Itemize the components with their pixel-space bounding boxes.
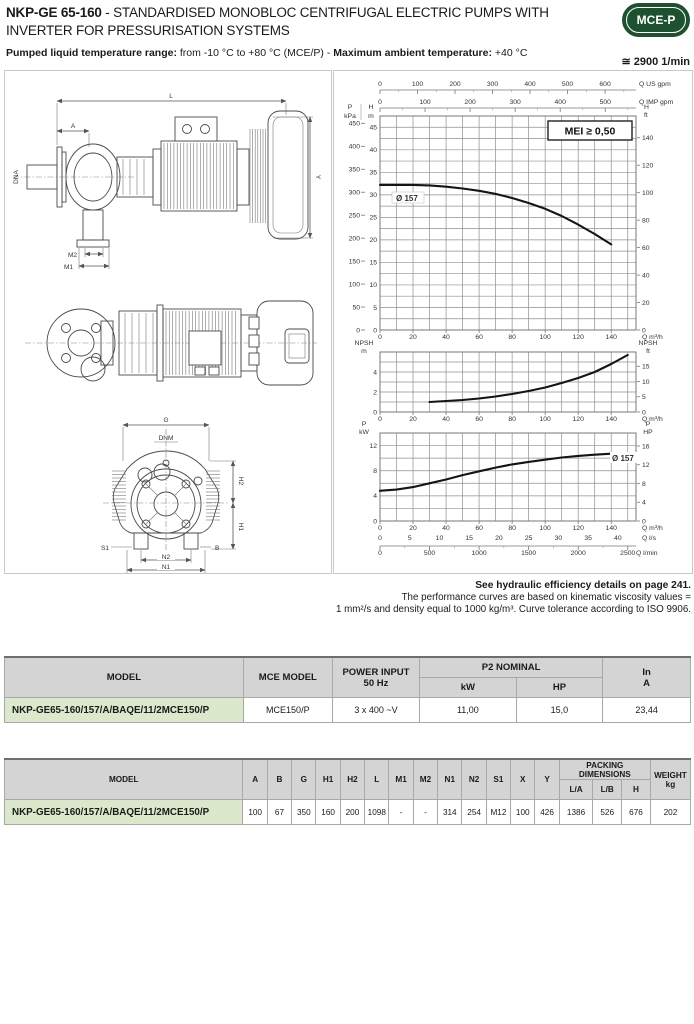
temp-range-value: from -10 °C to +80 °C (MCE/P) - <box>176 47 334 59</box>
npsh-chart <box>355 340 663 423</box>
svg-text:120: 120 <box>642 162 654 170</box>
svg-text:Ø 157: Ø 157 <box>396 194 418 203</box>
svg-text:100: 100 <box>539 416 551 423</box>
dim-label-B: B <box>215 545 220 552</box>
svg-text:0: 0 <box>378 334 382 341</box>
dim-label-H1: H1 <box>237 522 244 532</box>
pump-drawings <box>5 71 331 573</box>
svg-text:P: P <box>645 421 651 428</box>
dim-value-cell: 1386 <box>559 800 593 825</box>
front-view-drawing <box>101 417 244 573</box>
svg-text:80: 80 <box>508 334 516 341</box>
dim-value-cell: - <box>389 800 413 825</box>
svg-text:80: 80 <box>642 217 650 225</box>
svg-text:Q m³/h: Q m³/h <box>642 416 663 423</box>
svg-text:400: 400 <box>554 99 566 106</box>
svg-text:30: 30 <box>554 535 563 542</box>
svg-text:0: 0 <box>378 99 382 106</box>
col-header-weight <box>650 759 690 800</box>
svg-text:400: 400 <box>524 81 536 88</box>
svg-text:8: 8 <box>642 480 646 488</box>
svg-text:ft: ft <box>646 348 650 355</box>
svg-text:0: 0 <box>378 81 382 88</box>
svg-text:2: 2 <box>373 389 377 397</box>
svg-text:8: 8 <box>373 468 377 476</box>
col-header-dim-l: L <box>365 759 389 800</box>
svg-text:10: 10 <box>369 282 377 290</box>
svg-text:40: 40 <box>442 334 450 341</box>
svg-text:m: m <box>361 348 367 355</box>
svg-text:Q IMP gpm: Q IMP gpm <box>639 99 674 106</box>
col-header-packing-l-a: L/A <box>559 780 593 800</box>
svg-text:35: 35 <box>369 169 377 177</box>
dim-value-cell: 426 <box>535 800 559 825</box>
svg-text:40: 40 <box>442 416 450 423</box>
dim-label-A: A <box>70 123 76 130</box>
svg-text:100: 100 <box>539 525 551 532</box>
charts-panel <box>333 70 693 574</box>
svg-text:ft: ft <box>644 112 648 119</box>
svg-text:Q m³/h: Q m³/h <box>642 334 663 341</box>
svg-text:400: 400 <box>348 143 360 151</box>
svg-text:300: 300 <box>486 81 499 88</box>
svg-text:600: 600 <box>599 81 611 88</box>
power-input-cell: 3 x 400 ~V <box>332 698 419 723</box>
svg-text:0: 0 <box>356 327 360 335</box>
temperature-range <box>6 47 626 59</box>
dim-value-cell: 160 <box>316 800 340 825</box>
col-header-packing-h: H <box>622 780 651 800</box>
ambient-temp-label: Maximum ambient temperature: <box>333 47 492 59</box>
svg-text:15: 15 <box>465 535 473 542</box>
svg-text:0: 0 <box>378 416 382 423</box>
efficiency-note: See hydraulic efficiency details on page 241. <box>475 580 691 591</box>
col-header-model: MODEL <box>5 759 243 800</box>
col-header-dim-h2: H2 <box>340 759 364 800</box>
svg-text:120: 120 <box>572 334 584 341</box>
weight-unit: kg <box>665 779 676 789</box>
svg-text:80: 80 <box>508 416 516 423</box>
dim-label-L: L <box>169 93 173 100</box>
svg-text:40: 40 <box>642 272 650 280</box>
dim-label-H2: H2 <box>237 476 244 486</box>
notes <box>271 580 691 616</box>
dim-label-N2: N2 <box>161 554 171 561</box>
col-header-mce-model: MCE MODEL <box>243 657 332 698</box>
svg-text:0: 0 <box>373 327 377 335</box>
svg-text:2000: 2000 <box>570 550 586 557</box>
dim-value-cell: - <box>413 800 437 825</box>
svg-text:60: 60 <box>475 334 483 341</box>
svg-text:Q l/s: Q l/s <box>642 535 656 542</box>
dim-value-cell: 202 <box>650 800 690 825</box>
svg-text:NPSH: NPSH <box>638 340 658 347</box>
svg-text:Q m³/h: Q m³/h <box>642 525 663 532</box>
power-input-label: POWER INPUT <box>342 666 410 678</box>
svg-text:500: 500 <box>561 81 574 88</box>
svg-text:5: 5 <box>407 535 412 542</box>
mce-p-badge <box>622 3 690 37</box>
svg-text:P: P <box>361 421 367 428</box>
dim-label-Y: Y <box>314 174 321 180</box>
svg-text:10: 10 <box>642 378 650 386</box>
svg-text:0: 0 <box>642 327 646 335</box>
svg-text:100: 100 <box>539 334 551 341</box>
svg-text:100: 100 <box>642 189 654 197</box>
col-header-packing-dimensions: PACKING DIMENSIONS <box>559 759 650 780</box>
svg-text:140: 140 <box>605 334 617 341</box>
dim-value-cell: 350 <box>292 800 316 825</box>
dim-value-cell: 100 <box>243 800 267 825</box>
svg-text:60: 60 <box>475 416 483 423</box>
svg-text:120: 120 <box>572 525 584 532</box>
svg-text:P: P <box>347 104 353 111</box>
dim-value-cell: 100 <box>511 800 535 825</box>
col-header-packing-l-b: L/B <box>593 780 622 800</box>
svg-text:100: 100 <box>419 99 431 106</box>
svg-text:140: 140 <box>605 525 617 532</box>
svg-text:MEI ≥ 0,50: MEI ≥ 0,50 <box>564 125 616 138</box>
electrical-data-table <box>4 656 691 723</box>
svg-text:16: 16 <box>642 443 650 451</box>
svg-text:200: 200 <box>449 81 461 88</box>
svg-text:0: 0 <box>373 409 377 417</box>
svg-text:0: 0 <box>378 535 382 542</box>
col-header-in <box>603 657 691 698</box>
performance-charts <box>334 71 692 573</box>
drawings-panel <box>4 70 332 574</box>
svg-text:500: 500 <box>599 99 611 106</box>
svg-text:350: 350 <box>348 166 360 174</box>
svg-text:250: 250 <box>348 212 360 220</box>
svg-text:H: H <box>368 104 374 111</box>
model-cell: NKP-GE65-160/157/A/BAQE/11/2MCE150/P <box>5 800 243 825</box>
svg-text:4: 4 <box>373 493 377 501</box>
svg-text:40: 40 <box>614 535 622 542</box>
title-description: - STANDARDISED MONOBLOC CENTRIFUGAL ELECTRIC PUMPS WITH INVERTER FOR PRESSURISATION SYSTEMS <box>6 5 549 38</box>
power-input-freq: 50 Hz <box>363 677 389 689</box>
col-header-hp: HP <box>516 678 602 698</box>
svg-text:60: 60 <box>475 525 483 532</box>
svg-text:NPSH: NPSH <box>354 340 374 347</box>
dim-value-cell: 526 <box>593 800 622 825</box>
svg-text:0: 0 <box>642 409 646 417</box>
in-unit: A <box>643 677 651 689</box>
svg-text:Q US gpm: Q US gpm <box>639 81 671 88</box>
svg-text:100: 100 <box>348 281 360 289</box>
mce-model-cell: MCE150/P <box>243 698 332 723</box>
svg-text:5: 5 <box>373 304 377 312</box>
svg-text:0: 0 <box>373 518 377 526</box>
svg-text:12: 12 <box>642 462 650 470</box>
svg-text:H: H <box>644 104 649 111</box>
svg-text:2500: 2500 <box>620 550 636 557</box>
col-header-dim-n2: N2 <box>462 759 486 800</box>
power-chart <box>359 421 663 557</box>
svg-text:5: 5 <box>642 394 646 402</box>
svg-text:kW: kW <box>359 429 369 436</box>
svg-text:0: 0 <box>642 518 646 526</box>
dim-label-M2: M2 <box>67 252 77 259</box>
svg-text:30: 30 <box>369 192 377 200</box>
svg-text:35: 35 <box>584 535 592 542</box>
svg-text:40: 40 <box>369 147 377 155</box>
col-header-dim-g: G <box>292 759 316 800</box>
dim-label-DNA: DNA <box>13 170 20 184</box>
svg-text:20: 20 <box>409 416 417 423</box>
svg-text:60: 60 <box>642 244 650 252</box>
col-header-dim-m2: M2 <box>413 759 437 800</box>
svg-text:25: 25 <box>369 214 377 222</box>
col-header-dim-h1: H1 <box>316 759 340 800</box>
rotation-speed: ≅ 2900 1/min <box>621 56 690 68</box>
col-header-dim-a: A <box>243 759 267 800</box>
svg-text:kPa: kPa <box>344 113 356 120</box>
col-header-p2-nominal: P2 NOMINAL <box>420 657 603 678</box>
svg-text:140: 140 <box>642 135 654 143</box>
col-header-dim-m1: M1 <box>389 759 413 800</box>
svg-text:45: 45 <box>369 124 377 132</box>
svg-text:300: 300 <box>509 99 521 106</box>
svg-text:100: 100 <box>411 81 424 88</box>
svg-text:1500: 1500 <box>521 550 537 557</box>
svg-text:500: 500 <box>423 550 436 557</box>
page-title <box>6 4 612 39</box>
dim-label-DNM: DNM <box>158 435 174 442</box>
svg-text:1000: 1000 <box>471 550 487 557</box>
svg-text:15: 15 <box>369 259 377 267</box>
col-header-dim-s1: S1 <box>486 759 510 800</box>
dim-label-N1: N1 <box>161 564 171 571</box>
svg-text:20: 20 <box>369 237 377 245</box>
temp-range-label: Pumped liquid temperature range: <box>6 47 177 59</box>
side-view-drawing <box>13 93 321 271</box>
col-header-dim-y: Y <box>535 759 559 800</box>
svg-text:150: 150 <box>348 258 360 266</box>
col-header-dim-n1: N1 <box>438 759 462 800</box>
model-cell: NKP-GE65-160/157/A/BAQE/11/2MCE150/P <box>5 698 244 723</box>
svg-text:40: 40 <box>442 525 450 532</box>
svg-text:450: 450 <box>348 120 360 128</box>
dim-value-cell: 254 <box>462 800 486 825</box>
dim-value-cell: M12 <box>486 800 510 825</box>
svg-text:300: 300 <box>348 189 360 197</box>
svg-text:Q l/min: Q l/min <box>636 550 658 557</box>
dim-value-cell: 200 <box>340 800 364 825</box>
svg-text:80: 80 <box>508 525 516 532</box>
svg-text:200: 200 <box>348 235 360 243</box>
svg-text:4: 4 <box>373 369 377 377</box>
table-row <box>5 800 691 825</box>
svg-text:140: 140 <box>605 416 617 423</box>
dim-value-cell: 314 <box>438 800 462 825</box>
dimensions-table <box>4 758 691 825</box>
dim-value-cell: 676 <box>622 800 651 825</box>
col-header-power-input <box>332 657 419 698</box>
dim-label-G: G <box>163 417 169 424</box>
svg-text:20: 20 <box>642 299 650 307</box>
weight-label: WEIGHT <box>654 770 687 780</box>
head-flow-chart <box>344 81 673 341</box>
svg-text:15: 15 <box>642 363 650 371</box>
model-name: NKP-GE 65-160 <box>6 5 102 20</box>
svg-text:12: 12 <box>369 442 377 450</box>
svg-text:HP: HP <box>643 429 653 436</box>
col-header-dim-b: B <box>267 759 291 800</box>
svg-text:120: 120 <box>572 416 584 423</box>
svg-text:m: m <box>368 113 374 120</box>
svg-text:4: 4 <box>642 499 646 507</box>
svg-text:0: 0 <box>378 525 382 532</box>
viscosity-note-line2: 1 mm²/s and density equal to 1000 kg/m³. Curve tolerance according to ISO 9906. <box>335 604 691 616</box>
svg-text:Ø 157: Ø 157 <box>612 454 634 463</box>
svg-text:0: 0 <box>378 550 382 557</box>
svg-text:10: 10 <box>435 535 444 542</box>
viscosity-note-line1: The performance curves are based on kinematic viscosity values = <box>401 592 691 604</box>
in-label: In <box>642 666 651 678</box>
svg-text:20: 20 <box>495 535 503 542</box>
mce-p-badge-label: MCE-P <box>626 7 686 33</box>
p2-kw-cell: 11,00 <box>420 698 517 723</box>
top-view-drawing <box>25 301 317 385</box>
dim-value-cell: 1098 <box>365 800 389 825</box>
svg-text:200: 200 <box>464 99 476 106</box>
dim-label-M1: M1 <box>63 264 73 271</box>
dim-label-S1: S1 <box>101 545 109 552</box>
ambient-temp-value: +40 °C <box>491 47 528 59</box>
col-header-dim-x: X <box>511 759 535 800</box>
dim-value-cell: 67 <box>267 800 291 825</box>
svg-text:20: 20 <box>409 334 417 341</box>
svg-text:50: 50 <box>352 304 360 312</box>
col-header-model: MODEL <box>5 657 244 698</box>
in-cell: 23,44 <box>603 698 691 723</box>
p2-hp-cell: 15,0 <box>516 698 602 723</box>
col-header-kw: kW <box>420 678 517 698</box>
svg-text:25: 25 <box>524 535 533 542</box>
svg-text:20: 20 <box>409 525 417 532</box>
table-row <box>5 698 691 723</box>
